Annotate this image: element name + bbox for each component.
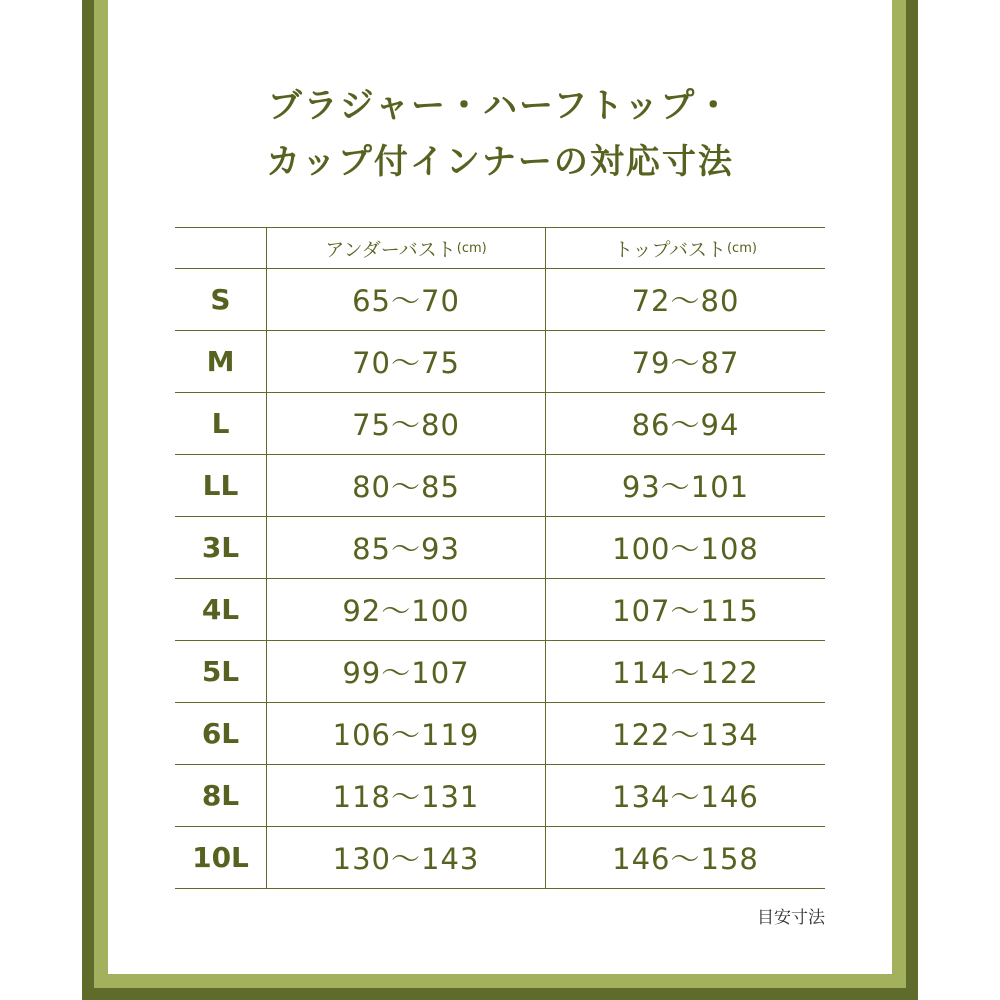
under-bust-cell: 85〜93 [267, 517, 546, 578]
top-bust-cell: 114〜122 [612, 656, 759, 690]
top-bust-cell: 93〜101 [621, 470, 750, 504]
top-bust-cell: 72〜80 [631, 284, 740, 318]
header-size-cell [175, 228, 267, 268]
header-under-bust-unit: (cm) [456, 240, 487, 256]
header-top-bust [546, 228, 825, 268]
table-row [175, 579, 825, 641]
top-bust-cell: 122〜134 [612, 718, 759, 752]
under-bust-cell: 106〜119 [267, 703, 546, 764]
under-bust-cell: 92〜100 [267, 579, 546, 640]
size-cell: 6L [175, 703, 267, 764]
table-row [175, 455, 825, 517]
table-row [175, 703, 825, 765]
under-bust-cell: 130〜143 [267, 827, 546, 888]
size-cell: L [175, 393, 267, 454]
size-table [175, 227, 825, 889]
size-cell: LL [175, 455, 267, 516]
top-bust-cell: 107〜115 [612, 594, 759, 628]
table-row [175, 269, 825, 331]
header-under-bust-label: アンダーバスト [325, 238, 456, 261]
header-under-bust [267, 228, 546, 268]
table-row [175, 331, 825, 393]
under-bust-cell: 65〜70 [267, 269, 546, 330]
table-row [175, 765, 825, 827]
table-row [175, 393, 825, 455]
under-bust-cell: 75〜80 [267, 393, 546, 454]
size-cell: 10L [175, 827, 267, 888]
under-bust-cell: 80〜85 [267, 455, 546, 516]
footnote: 目安寸法 [757, 908, 825, 928]
header-top-bust-label: トップバスト [614, 238, 726, 261]
size-cell: 8L [175, 765, 267, 826]
table-row [175, 641, 825, 703]
title-line-2: カップ付インナーの対応寸法 [266, 142, 734, 182]
top-bust-cell: 86〜94 [631, 408, 740, 442]
title-line-1: ブラジャー・ハーフトップ・ [267, 86, 733, 126]
top-bust-cell: 134〜146 [612, 780, 759, 814]
top-bust-cell: 100〜108 [612, 532, 759, 566]
under-bust-cell: 118〜131 [267, 765, 546, 826]
size-cell: 3L [175, 517, 267, 578]
under-bust-cell: 70〜75 [267, 331, 546, 392]
top-bust-cell: 79〜87 [631, 346, 740, 380]
under-bust-cell: 99〜107 [267, 641, 546, 702]
table-header-row [175, 227, 825, 269]
table-row [175, 827, 825, 889]
page-title [0, 78, 1000, 190]
size-cell: S [175, 269, 267, 330]
top-bust-cell: 146〜158 [612, 842, 759, 876]
table-body [175, 269, 825, 889]
table-row [175, 517, 825, 579]
size-cell: M [175, 331, 267, 392]
size-cell: 5L [175, 641, 267, 702]
header-top-bust-unit: (cm) [726, 240, 757, 256]
size-cell: 4L [175, 579, 267, 640]
